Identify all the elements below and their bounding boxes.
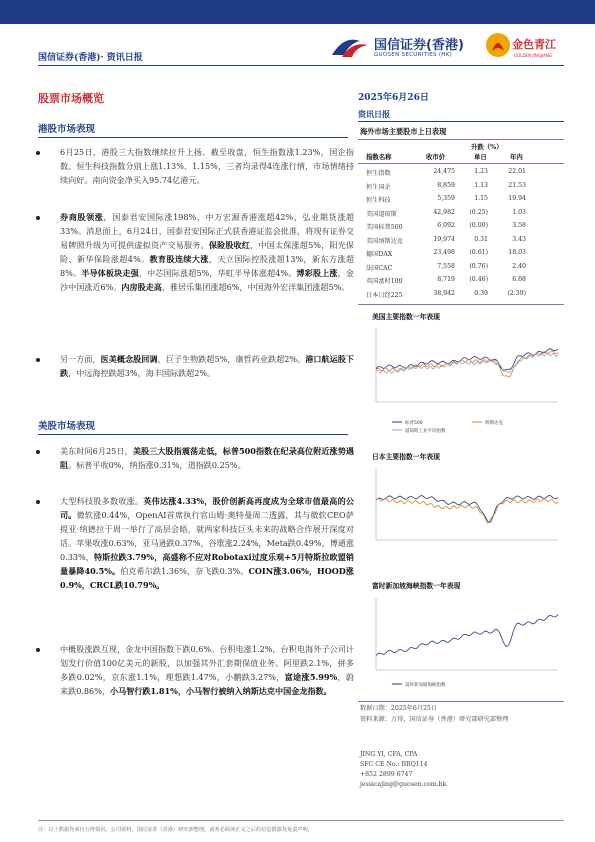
us-paragraph-1 <box>60 444 354 472</box>
chart-jp-index <box>362 462 562 562</box>
hk-p2-highlight: 半导体板块走强 <box>81 268 139 278</box>
source-date: 数据日期：2025年6月25日 <box>360 705 438 712</box>
guosen-logo-en: GUOSEN SECURITIES (HK) <box>374 52 453 58</box>
analyst-name: JING YI, CFA, CPA <box>360 751 418 758</box>
cell-index-name: 恒生国企 <box>366 183 391 191</box>
hk-p2-text: ，天立国际控股涨超13%，新东方涨超8%。 <box>60 254 354 278</box>
col-day: 单日 <box>474 153 487 161</box>
cell-index-name: 法国CAC <box>366 264 393 272</box>
hk-p2-highlight: 内房股走高 <box>121 282 162 292</box>
report-type: 资讯日报 <box>358 109 390 119</box>
us-p3-highlight: 小马智行跌1.81%，小马智行被纳入纳斯达克中国金龙指数。 <box>110 686 332 696</box>
cell-ytd: 6.68 <box>512 276 526 283</box>
golden-logo-cn: 金色青江 <box>512 38 556 51</box>
us-title-divider <box>38 434 348 435</box>
us-p1-highlight: 美股三大股指震荡走低，标普500指数在纪录高位附近涨势遇阻 <box>60 446 354 470</box>
cell-day: (0.76) <box>469 262 488 270</box>
chart-series-line <box>376 498 558 523</box>
guosen-logo-cn: 国信证券(香港) <box>374 38 464 53</box>
analyst-phone: +852 2899 6747 <box>360 771 413 778</box>
guosen-emblem-icon <box>330 33 370 61</box>
report-header-title: 国信证券(香港)· 资讯日报 <box>38 53 143 63</box>
header-divider <box>38 65 564 66</box>
us-p2-text: 伯克希尔跌1.36%，奈飞跌0.3%。 <box>120 566 249 576</box>
cell-close: 8,719 <box>437 276 455 283</box>
market-table-title: 海外市场主要股市上日表现 <box>360 127 447 136</box>
hk-p2-highlight: 券商股领涨 <box>60 212 104 222</box>
report-date-block <box>358 90 429 120</box>
us-market-title: 美股市场表现 <box>38 421 96 432</box>
cell-ytd: 19.94 <box>508 195 526 202</box>
us-p2-highlight: 特斯拉跌3.79%，高盛称不应对Robotaxi过度乐观+5月特斯拉欧盟销量暴降40.5%。 <box>60 552 354 576</box>
bullet <box>36 648 40 652</box>
source-rule <box>358 701 564 702</box>
cell-index-name: 恒生指数 <box>366 170 391 177</box>
chart-series-line <box>376 615 558 656</box>
cell-ytd: 3.58 <box>512 222 526 229</box>
golden-flame-icon <box>484 31 512 59</box>
table-header-rule <box>358 163 564 164</box>
us-p1-text: 美东时间6月25日， <box>60 446 133 456</box>
cell-day: (0.61) <box>469 249 488 256</box>
cell-day: 0.39 <box>474 289 488 297</box>
col-close: 收市价 <box>426 153 446 161</box>
hk-p2-highlight: 保险股收红 <box>208 240 251 250</box>
chart-series-line <box>376 349 558 370</box>
us-p3-text: 中概股涨跌互现，金龙中国指数下跌0.6%。台积电涨1.2%，台积电海外子公司计划发行价值100亿美元的新股，以加强其外汇套期保值业务。阿里跌2.1%，拼多多跌0.02%，京东涨1.1%，理想跌1.47%，小鹏跌3.27%， <box>60 644 354 682</box>
us-p2-text: 微软涨0.44%，OpenAI首席执行官山姆·奥特曼周二透露，其与微软CEO萨提亚·纳德拉于周一举行了高层会晤，就两家科技巨头未来的战略合作展开深度对话。苹果收涨0.63%，亚马逊跌0.37%，谷歌涨2.24%，Meta跌0.49%，博通涨0.33%， <box>60 510 354 562</box>
cell-close: 6,092 <box>437 222 455 229</box>
chart-series-line <box>376 496 558 523</box>
us-p3-highlight: 富途涨5.99% <box>284 672 338 682</box>
right-date-divider <box>358 121 564 122</box>
cell-ytd: 21.53 <box>508 181 526 189</box>
hk-p3-highlight: 港口航运股下跌 <box>60 354 354 378</box>
cell-day: (0.25) <box>469 208 488 216</box>
chart-sg-title: 富时新加坡海峡指数一年表现 <box>372 582 461 590</box>
cell-index-name: 恒生科技 <box>366 197 391 204</box>
golden-logo-en: GOLDEN JINGJIANG <box>514 53 552 58</box>
bullet <box>36 358 40 362</box>
cell-index-name: 美国道琼斯 <box>366 210 397 218</box>
source-note: 资料来源：万得，国信证券（香港）研究部研究部整理 <box>360 716 509 723</box>
guosen-logo <box>330 33 468 63</box>
col-index-name: 指数名称 <box>366 153 392 161</box>
cell-ytd: 22.01 <box>508 168 526 175</box>
hk-p2-text: ，金沙中国涨近6%。 <box>60 268 354 292</box>
cell-day: 1.23 <box>474 168 488 175</box>
cell-close: 23,498 <box>433 249 455 256</box>
bullet <box>36 500 40 504</box>
us-p2-highlight: COIN涨3.06%，HOOD涨0.9%，CRCL跌10.79%。 <box>60 566 354 590</box>
hk-p3-text: ，中远海控跌超3%，海丰国际跌超2%。 <box>68 368 216 378</box>
bullet <box>36 450 40 454</box>
us-paragraph-2 <box>60 494 354 592</box>
us-p2-highlight: 英伟达涨4.33%，股价创新高再度成为全球市值最高的公司。 <box>60 496 354 520</box>
legend-label: 富时新加坡海峡指数 <box>405 683 446 688</box>
cell-index-name: 日本日经225 <box>366 291 403 299</box>
legend-label: 道琼斯工业平均指数 <box>405 429 446 434</box>
chart-us-title: 美国主要指数一年表现 <box>372 313 440 321</box>
us-p1-text: 。标普平收0%，纳指涨0.31%，道指跌0.25%。 <box>68 460 246 470</box>
analyst-email[interactable]: jessicajing@guosen.com.hk <box>360 781 447 788</box>
report-date: 2025年6月26日 <box>358 93 429 103</box>
hk-p2-text: ，雅居乐集团涨超6%，中国海外宏洋集团涨超5%。 <box>161 282 350 292</box>
cell-close: 7,558 <box>437 262 455 270</box>
us-p3-text: ，蔚来跌0.86%， <box>60 672 354 696</box>
hk-p2-text: ，中国太保涨超5%，阳光保险、新华保险涨超4%。 <box>60 240 354 264</box>
hk-title-divider <box>38 137 348 138</box>
cell-day: (0.00) <box>469 222 488 229</box>
hk-p3-text: 另一方面， <box>60 354 101 364</box>
hk-p2-text: ，中芯国际涨超5%，华虹半导体涨超4%。 <box>138 268 297 278</box>
cell-day: 1.15 <box>474 195 488 202</box>
analyst-sfc: SFC CE No.: BRQ114 <box>360 761 428 768</box>
table-top-rule <box>358 139 564 140</box>
cell-close: 8,859 <box>437 181 455 189</box>
cell-close: 5,359 <box>437 195 455 202</box>
cell-ytd: 18.03 <box>508 249 526 256</box>
cell-day: 1.13 <box>474 181 488 189</box>
hk-p3-text: ，巨子生物跌超5%，康哲药业跌超2%。 <box>157 354 306 364</box>
cell-ytd: (2.39) <box>507 289 526 297</box>
cell-day: 0.31 <box>474 235 488 243</box>
table-bottom-rule <box>358 304 564 305</box>
footer-note: 注：以上数据均来自万得资讯、公司资料，国信证券（香港）研究部整理。请务必阅读正文之后的信息披露及免责声明。 <box>38 827 313 833</box>
cell-close: 24,475 <box>433 168 455 175</box>
us-paragraph-3 <box>60 642 354 698</box>
cell-index-name: 英国富时100 <box>366 278 403 285</box>
footer-divider <box>38 820 564 821</box>
cell-index-name: 美国纳斯达克 <box>366 237 404 245</box>
cell-index-name: 德国DAX <box>366 251 393 258</box>
hk-paragraph-2 <box>60 210 354 294</box>
section-title-market-overview: 股票市场概览 <box>38 92 104 105</box>
bullet <box>36 216 40 220</box>
chart-us-indices <box>362 322 562 440</box>
legend-label: 标普500 <box>405 421 423 426</box>
col-ytd: 年内 <box>510 153 523 161</box>
cell-close: 42,982 <box>433 208 455 216</box>
cell-close: 38,942 <box>433 289 455 297</box>
hk-p2-highlight: 教育股连续大涨 <box>149 254 209 264</box>
cell-index-name: 美国标普500 <box>366 224 403 231</box>
us-p2-text: 大型科技股多数收涨。 <box>60 496 144 506</box>
legend-label: 纳斯达克 <box>485 421 503 426</box>
chart-sg-index <box>362 592 562 692</box>
hk-paragraph-1: 6月25日，港股三大指数继续拉升上扬。截至收盘，恒生指数涨1.23%，国企指数、恒生科技指数分别上涨1.13%、1.15%，三者均录得4连涨行情，市场情绪持续向好。南向资金净买入95.74亿港元。 <box>60 147 354 185</box>
top-banner <box>0 0 595 24</box>
hk-p2-highlight: 博彩股上涨 <box>296 268 338 278</box>
hk-p2-text: ，国泰君安国际涨198%，中万宏源香港涨超42%，弘业期货涨超33%。消息面上，6月24日，国泰君安国际正式获香港证监会批准，将现有证券交易牌照升级为可提供虚拟资产交易服务。 <box>60 212 354 250</box>
cell-close: 19,974 <box>433 235 455 243</box>
cell-ytd: 3.43 <box>512 235 526 243</box>
cell-ytd: 1.03 <box>512 208 526 216</box>
col-change: 升跌（%） <box>471 143 503 151</box>
bullet <box>36 151 40 155</box>
cell-ytd: 2.40 <box>512 262 526 270</box>
chart-jp-title: 日本主要指数一年表现 <box>372 453 440 461</box>
hk-market-title: 港股市场表现 <box>38 124 96 135</box>
golden-jingjiang-logo <box>484 31 564 63</box>
hk-paragraph-3 <box>60 352 354 380</box>
cell-day: (0.46) <box>469 276 488 283</box>
hk-p3-highlight: 医美概念股回调 <box>100 354 158 364</box>
